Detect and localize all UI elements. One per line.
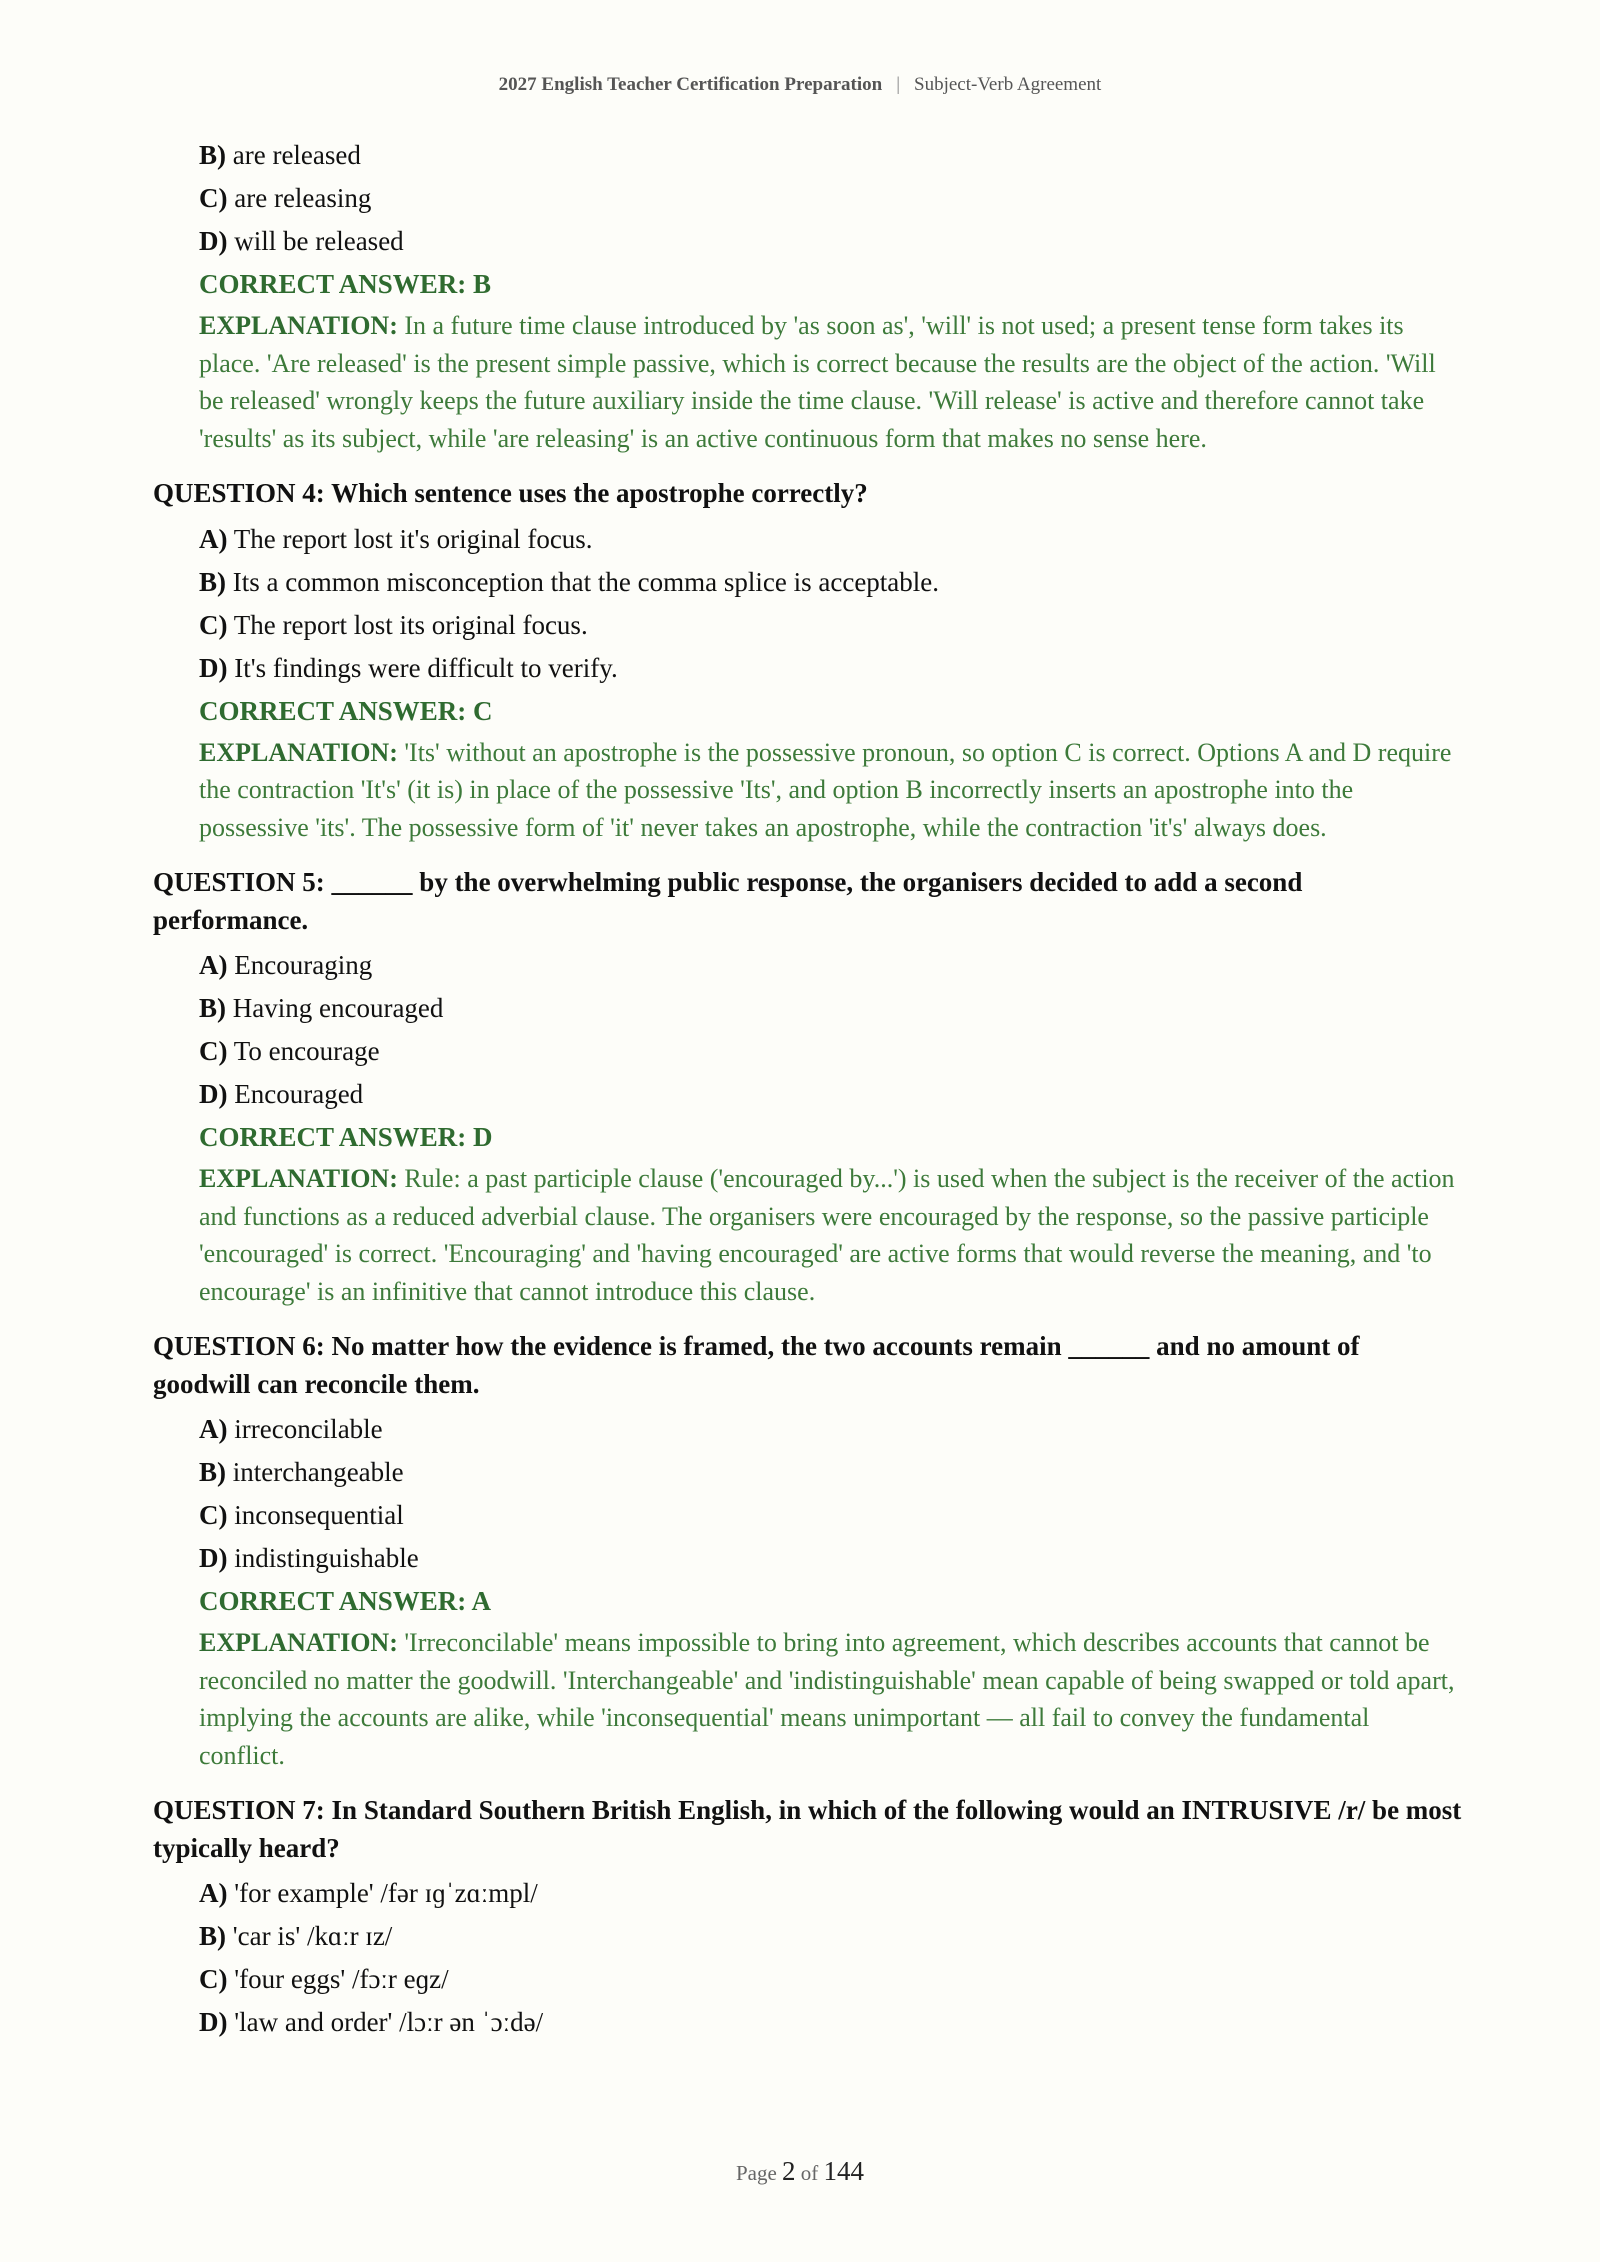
option-d: [199, 220, 1453, 263]
option-c: [199, 604, 1453, 647]
footer-total-pages: 144: [823, 2156, 865, 2186]
question-stem: [153, 1792, 1463, 1867]
correct-answer: CORRECT ANSWER: C: [199, 695, 493, 726]
option-letter: C): [199, 1500, 228, 1530]
explanation-label: EXPLANATION:: [199, 1628, 398, 1657]
correct-answer: CORRECT ANSWER: A: [199, 1586, 492, 1616]
option-c: [199, 177, 1453, 220]
option-b: [199, 987, 1453, 1030]
explanation-label: EXPLANATION:: [199, 1164, 398, 1193]
question-text: No matter how the evidence is framed, the two accounts remain ______ and no amount of goodwill can reconcile them.: [153, 1331, 1360, 1399]
explanation: [199, 734, 1459, 847]
option-letter: C): [199, 1964, 228, 1994]
running-header: [0, 74, 1600, 96]
option-c: [199, 1958, 1453, 2001]
option-b: [199, 561, 1453, 604]
option-text: Having encouraged: [232, 993, 444, 1023]
option-a: [199, 518, 1453, 561]
option-letter: B): [199, 1921, 226, 1951]
page-content: [153, 134, 1462, 2044]
option-text: indistinguishable: [234, 1543, 419, 1573]
correct-answer: CORRECT ANSWER: B: [199, 269, 492, 299]
explanation-text: 'Its' without an apostrophe is the possessive pronoun, so option C is correct. Options A and D require the contraction 'It's' (it is) in place of the possessive 'Its', and option B incorrectly inserts an apostrophe into the possessive 'its'. The possessive form of 'it' never takes an apostrophe, while the contraction 'it's' always does.: [199, 737, 1452, 842]
option-b: [199, 134, 1453, 177]
option-text: Its a common misconception that the comma splice is acceptable.: [232, 566, 940, 597]
option-text: are releasing: [234, 183, 372, 213]
question-text: In Standard Southern British English, in which of the following would an INTRUSIVE /r/ be most typically heard?: [153, 1795, 1462, 1863]
option-letter: A): [199, 950, 228, 980]
option-text: The report lost it's original focus.: [233, 523, 593, 554]
question-text: ______ by the overwhelming public response, the organisers decided to add a second performance.: [153, 867, 1303, 935]
explanation-text: Rule: a past participle clause ('encouraged by...') is used when the subject is the receiver of the action and functions as a reduced adverbial clause. The organisers were encouraged by the response, so the passive participle 'encouraged' is correct. 'Encouraging' and 'having encouraged' are active forms that would reverse the meaning, and 'to encourage' is an infinitive that cannot introduce this clause.: [199, 1164, 1455, 1306]
option-d: [199, 1537, 1453, 1580]
question-label: QUESTION 4:: [153, 478, 325, 508]
question-stem: [153, 475, 1463, 513]
option-letter: D): [199, 226, 228, 256]
option-letter: B): [199, 993, 226, 1023]
question-6: [153, 1328, 1453, 1774]
explanation-label: EXPLANATION:: [199, 737, 398, 767]
header-title: 2027 English Teacher Certification Preparation: [498, 74, 883, 95]
explanation-text: 'Irreconcilable' means impossible to bring into agreement, which describes accounts that cannot be reconciled no matter the goodwill. 'Interchangeable' and 'indistinguishable' mean capable of being swapped or told apart, implying the accounts are alike, while 'inconsequential' means unimportant — all fail to convey the fundamental conflict.: [199, 1628, 1455, 1770]
question-5: [153, 864, 1453, 1310]
option-d: [199, 1073, 1453, 1116]
footer-page-word: Page: [735, 2161, 777, 2185]
explanation-text: In a future time clause introduced by 'as soon as', 'will' is not used; a present tense form takes its place. 'Are released' is the present simple passive, which is correct because the results are the object of the action. 'Will be released' wrongly keeps the future auxiliary inside the time clause. 'Will release' is active and therefore cannot take 'results' as its subject, while 'are releasing' is an active continuous form that makes no sense here.: [199, 311, 1436, 453]
option-a: [199, 1872, 1453, 1915]
header-separator: |: [896, 74, 900, 95]
option-letter: B): [199, 566, 226, 597]
option-text: irreconcilable: [234, 1414, 383, 1444]
option-b: [199, 1915, 1453, 1958]
option-letter: A): [199, 1878, 228, 1908]
question-text: Which sentence uses the apostrophe correctly?: [331, 478, 868, 508]
option-text: 'for example' /fər ɪɡˈzɑːmpl/: [234, 1878, 538, 1908]
option-text: 'law and order' /lɔːr ən ˈɔːdə/: [234, 2007, 544, 2037]
option-text: The report lost its original focus.: [233, 609, 588, 640]
option-letter: C): [199, 1036, 228, 1066]
option-text: interchangeable: [232, 1457, 404, 1487]
option-text: 'car is' /kɑːr ɪz/: [232, 1921, 393, 1951]
question-label: QUESTION 6:: [153, 1331, 325, 1361]
option-text: It's findings were difficult to verify.: [234, 652, 618, 683]
option-text: Encouraged: [234, 1079, 364, 1109]
question-4: [153, 475, 1453, 846]
option-letter: D): [199, 652, 228, 683]
question-3-tail: [153, 134, 1453, 457]
header-section: Subject-Verb Agreement: [914, 74, 1102, 95]
question-7: [153, 1792, 1462, 2044]
footer-of-word: of: [800, 2161, 819, 2185]
option-letter: C): [199, 183, 228, 213]
option-letter: A): [199, 1414, 228, 1444]
option-text: 'four eggs' /fɔːr eɡz/: [234, 1964, 449, 1994]
option-c: [199, 1494, 1453, 1537]
option-c: [199, 1030, 1453, 1073]
question-stem: [153, 864, 1463, 939]
question-stem: [153, 1328, 1463, 1403]
option-d: [199, 2001, 1453, 2044]
option-text: To encourage: [233, 1036, 380, 1066]
question-label: QUESTION 7:: [153, 1795, 325, 1825]
option-text: will be released: [234, 226, 404, 256]
option-letter: C): [199, 609, 228, 640]
option-letter: A): [199, 523, 228, 554]
option-d: [199, 647, 1453, 690]
option-b: [199, 1451, 1453, 1494]
explanation: [199, 1624, 1459, 1774]
page-footer: [0, 2156, 1600, 2187]
option-text: inconsequential: [234, 1500, 404, 1530]
explanation: [199, 307, 1459, 457]
option-letter: D): [199, 1543, 228, 1573]
explanation: [199, 1160, 1459, 1310]
explanation-label: EXPLANATION:: [199, 311, 398, 340]
option-letter: D): [199, 2007, 228, 2037]
option-letter: D): [199, 1079, 228, 1109]
option-a: [199, 944, 1453, 987]
option-text: are released: [232, 140, 361, 170]
footer-page-number: 2: [782, 2156, 796, 2186]
option-a: [199, 1408, 1453, 1451]
option-text: Encouraging: [234, 950, 373, 980]
question-label: QUESTION 5:: [153, 867, 325, 897]
option-letter: B): [199, 140, 226, 170]
correct-answer: CORRECT ANSWER: D: [199, 1122, 493, 1152]
option-letter: B): [199, 1457, 226, 1487]
